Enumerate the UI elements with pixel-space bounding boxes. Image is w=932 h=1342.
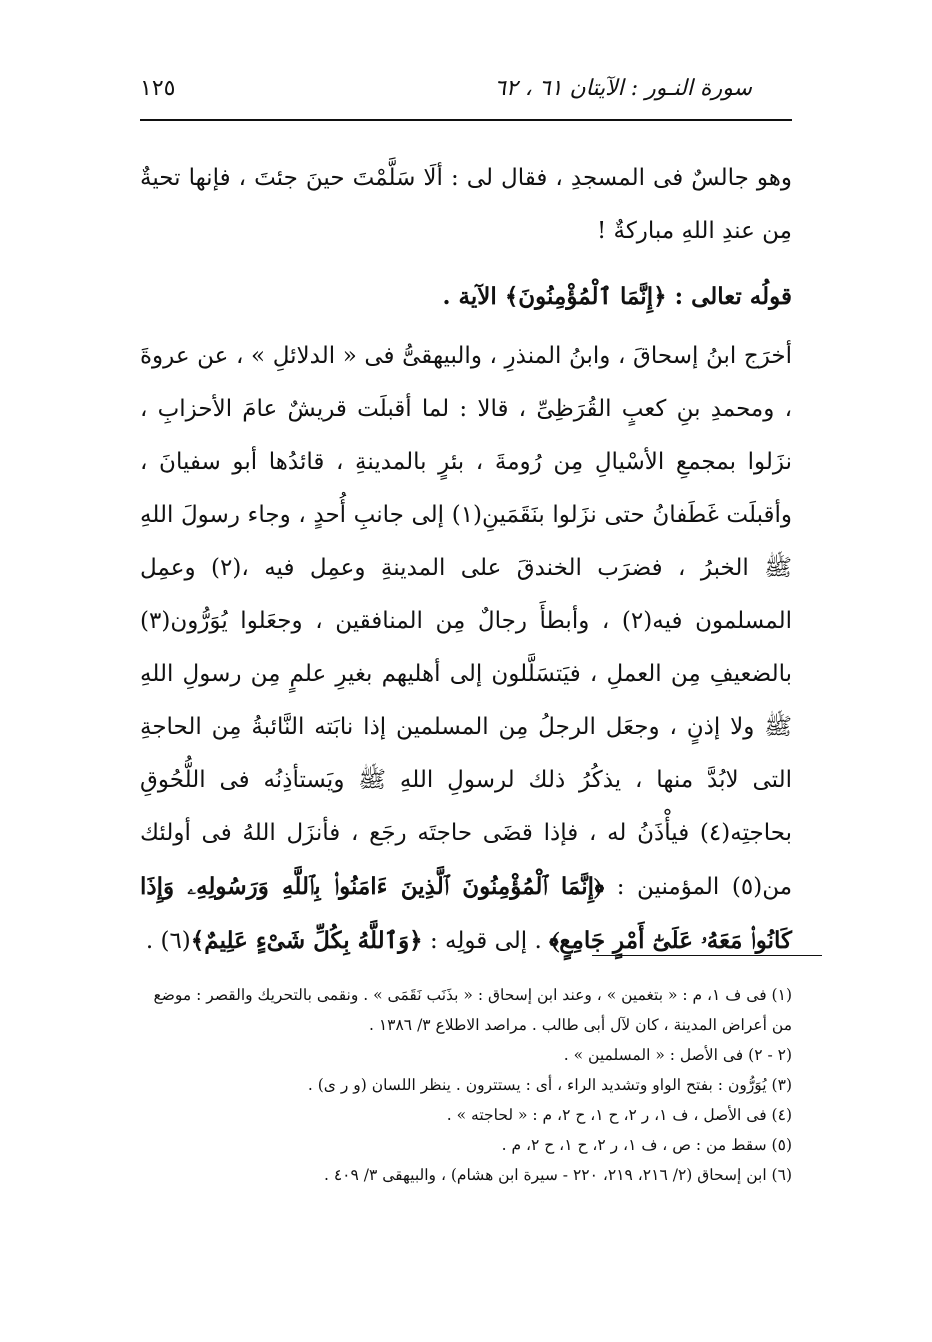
footnote-3: (٣) يُوَرُّون : بفتح الواو وتشديد الراء ، أى : يستترون . ينظر اللسان (و ر ى) . — [307, 1076, 792, 1094]
footnote-ref-4: (٤) — [699, 820, 731, 846]
narration-text-4: ، وأبطأَ رجالٌ مِن المنافقين ، وجعَلوا يُوَرُّون — [170, 608, 622, 634]
footnote-ref-2a: (٢) — [211, 555, 242, 581]
footnote-rule — [592, 955, 822, 956]
heading-label: قولُه تعالى : — [674, 283, 792, 310]
footnote-ref-2b: (٢) — [621, 608, 653, 634]
footnote-1: (١) فى ف ١، م : « بتغمين » ، وعند ابن إسحاق : « بذَنَب نَقَمَى » . ونقمى بالتحريك والقصر : موضع من أعراض المدينة ، كان لآل أبى طالب . مراصد الاطلاع ٣/ ١٣٨٦ . — [153, 986, 792, 1034]
quran-verse-2: ﴿وَٱللَّهُ بِكُلِّ شَىْءٍ عَلِيمٌ﴾ — [190, 927, 423, 954]
quran-verse-1: ﴿إِنَّمَا ٱلْمُؤْمِنُونَ ٱلَّذِينَ ءَامَنُوا۟ بِٱللَّهِ وَرَسُولِهِۦ وَإِذَا كَانُوا۟ مَعَهُۥ عَلَىٰٓ أَمْرٍ جَامِعٍ﴾ — [140, 873, 792, 954]
narration-end: . — [145, 928, 161, 954]
page-number: ١٢٥ — [140, 76, 176, 101]
paragraph-narration — [140, 330, 792, 968]
footnote-ref-5: (٥) — [731, 874, 763, 900]
footnote-4: (٤) فى الأصل ، ف ١، ر ٢، ح ١، ح ٢، م : « لحاجته » . — [446, 1106, 792, 1124]
narration-text-2: إلى جانبِ أُحدٍ ، وجاء رسولَ اللهِ ﷺ الخبرُ ، فضرَب الخندقَ على المدينةِ وعمِل فيه ، — [140, 502, 793, 581]
footnote-5: (٥) سقط من : ص ، ف ١، ر ٢، ح ١، ح ٢، م . — [501, 1136, 792, 1154]
footnote-ref-1: (١) — [451, 502, 483, 528]
header-rule — [140, 119, 792, 121]
running-title: سورة النـور : الآيتان ٦١ ، ٦٢ — [494, 76, 752, 101]
narration-text-6: فيأْذَنُ له ، فإذا قضَى حاجتَه رجَع ، فأنزَل اللهُ فى أولئك من — [140, 820, 793, 900]
running-header — [140, 72, 792, 112]
footnotes — [140, 980, 792, 1190]
verse-heading — [140, 270, 792, 326]
narration-text-3: وعمِل المسلمون فيه — [140, 555, 792, 634]
footnote-ref-6: (٦) — [160, 928, 191, 954]
paragraph-continuation: وهو جالسٌ فى المسجدِ ، فقال لى : ألَا سَلَّمْتَ حينَ جئتَ ، فإنها تحيةٌ مِن عندِ اللهِ مباركةٌ ! — [140, 165, 792, 244]
narration-text-7: المؤمنين : — [604, 874, 732, 900]
heading-verse: ﴿إِنَّمَا ٱلْمُؤْمِنُونَ﴾ — [504, 283, 667, 310]
narration-text-1: أخرَج ابنُ إسحاقَ ، وابنُ المنذرِ ، والبيهقىُّ فى « الدلائلِ » ، عن عروةَ ، ومحمدِ بنِ كعبٍ القُرَظِىِّ ، قالا : لما أقبلَت قريشٌ عامَ الأحزابِ ، نزَلوا بمجمعِ الأسْيالِ مِن رُومةَ ، بئرٍ بالمدينةِ ، قائدُها أبو سفيانَ ، وأقبلَت غَطَفانُ حتى نزَلوا بنَقَمَينِ — [140, 343, 792, 528]
footnote-6: (٦) ابن إسحاق (٢/ ٢١٦، ٢١٩، ٢٢٠ - سيرة ابن هشام) ، والبيهقى ٣/ ٤٠٩ . — [323, 1166, 792, 1184]
footnote-ref-3: (٣) — [140, 608, 171, 634]
heading-suffix: الآية . — [442, 283, 497, 310]
narration-text-8: . إلى قولِه : — [422, 928, 550, 954]
narration-text-5: بالضعيفِ مِن العملِ ، فيَتسَلَّلون إلى أهليهم بغيرِ علمٍ مِن رسولِ اللهِ ﷺ ولا إذنٍ ، وجعَل الرجلُ مِن المسلمين إذا نابَته النَّائبةُ مِن الحاجةِ التى لابُدَّ منها ، يذكُرُ ذلك لرسولِ اللهِ ﷺ ويَستأذِنُه فى اللُّحُوقِ بحاجتِه — [140, 661, 792, 846]
main-text — [140, 152, 792, 968]
footnote-2: (٢ - ٢) فى الأصل : « المسلمين » . — [563, 1046, 792, 1064]
